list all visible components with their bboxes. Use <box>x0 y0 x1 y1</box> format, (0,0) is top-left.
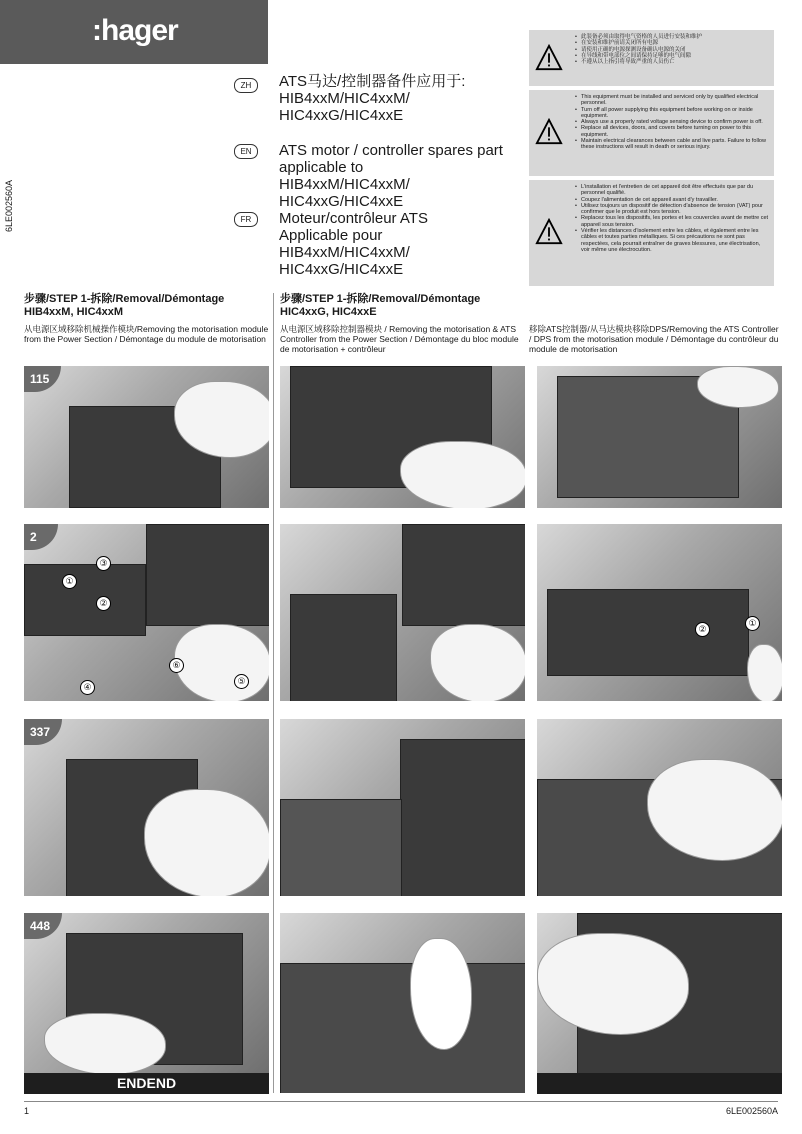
photo-row1-col3 <box>537 366 782 508</box>
step-number-2: ② <box>96 596 111 611</box>
step-tag: 2 <box>24 524 58 550</box>
step-number-1: ① <box>62 574 77 589</box>
lang-badge-fr: FR <box>234 212 258 227</box>
warning-list-fr: • L'installation et l'entretien de cet appareil doit être effectués que par du personnel qualifié. • Coupez l'alimentation de cet appareil avant d'y travailler. • Utilisez toujours un dispositif de détection d'absence de tension (VAT) pour confirmer que le produit est hors tension. • Replacez tous les dispositifs, les portes et les couvercles avant de mettre cet appareil sous tension. • Vérifier les distances d'isolement entre les câbles, et également entre les câbles et toutes parties métalliques. Si ces précautions ne sont pas respectées, cela pourrait entraîner de graves blessures, une électrisation, voir même une électrocution. <box>575 184 770 253</box>
step-tag: 337 <box>24 719 62 745</box>
side-document-code: 6LE002560A <box>4 179 14 232</box>
warning-box-fr <box>529 180 774 286</box>
photo-row4-col3 <box>537 913 782 1073</box>
warning-triangle-icon <box>535 118 563 146</box>
step-number-5: ⑤ <box>234 674 249 689</box>
warning-list-en: • This equipment must be installed and serviced only by qualified electrical personnel. • Turn off all power supplying this equipment before working on or inside equipment. • Always use a properly rated voltage sensing device to confirm power is off. • Replace all devices, doors, and covers before turning on power to this equipment. • Maintain electrical clearances between cable and live parts. Failure to follow these instructions will result in death or serious injury. <box>575 94 770 151</box>
photo-row2-col3 <box>537 524 782 701</box>
title-fr: Moteur/contrôleur ATS Applicable pour HIB4xxM/HIC4xxM/ HIC4xxG/HIC4xxE <box>279 210 428 278</box>
title-en: ATS motor / controller spares part applicable to HIB4xxM/HIC4xxM/ HIC4xxG/HIC4xxE <box>279 142 503 210</box>
warning-triangle-icon <box>535 218 563 246</box>
lang-badge-en: EN <box>234 144 258 159</box>
warning-box-zh <box>529 30 774 86</box>
step-number-3: ③ <box>96 556 111 571</box>
step-number-1: ① <box>745 616 760 631</box>
photo-row3-col2 <box>280 719 525 896</box>
step-number-6: ⑥ <box>169 658 184 673</box>
column-2-heading: 步骤/STEP 1-拆除/Removal/Démontage HIC4xxG, HIC4xxE <box>280 293 481 318</box>
end-bar: ENDEND <box>24 1073 269 1094</box>
column-1-description: 从电源区域移除机械操作模块/Removing the motorisation module from the Power Section / Démontage du module de motorisation <box>24 324 269 344</box>
logo-block <box>0 0 268 64</box>
photo-row4-col1 <box>24 913 269 1073</box>
photo-row3-col3 <box>537 719 782 896</box>
photo-row1-col2 <box>280 366 525 508</box>
photo-row1-col1 <box>24 366 269 508</box>
column-3-description: 移除ATS控制器/从马达模块移除DPS/Removing the ATS Controller / DPS from the motorisation module / Démontage du contrôleur du module de motorisation <box>529 324 779 354</box>
footer-rule <box>24 1101 778 1102</box>
warning-list-zh: • 此装备必须由取得电气资格的人员进行安装和维护 • 在安装和维护前请关闭所有电源 • 请使用正确的电源探测设备确认电源的关闭 • 在导线和带电部位之间请保持足够的电气间隙 • 不遵从以上指引将导致严重的人员伤亡 <box>575 34 770 65</box>
step-number-4: ④ <box>80 680 95 695</box>
title-zh: ATS马达/控制器备件应用于: HIB4xxM/HIC4xxM/ HIC4xxG/HIC4xxE <box>279 73 466 124</box>
photo-row2-col2 <box>280 524 525 701</box>
footer-doc-code: 6LE002560A <box>725 1106 778 1116</box>
end-bar-right <box>537 1073 782 1094</box>
warning-box-en <box>529 90 774 176</box>
step-tag: 115 <box>24 366 61 392</box>
photo-row3-col1 <box>24 719 269 896</box>
warning-triangle-icon <box>535 44 563 72</box>
column-2-description: 从电源区域移除控制器模块 / Removing the motorisation & ATS Controller from the Power Section / Démontage du bloc module de motorisation + contrôleur <box>280 324 519 354</box>
column-divider <box>273 293 274 1093</box>
step-tag: 448 <box>24 913 62 939</box>
lang-badge-zh: ZH <box>234 78 258 93</box>
hager-logo: :hager <box>92 14 178 47</box>
page-number: 1 <box>24 1106 30 1116</box>
step-number-2: ② <box>695 622 710 637</box>
column-1-heading: 步骤/STEP 1-拆除/Removal/Démontage HIB4xxM, HIC4xxM <box>24 293 225 318</box>
photo-row2-col1 <box>24 524 269 701</box>
photo-row4-col2 <box>280 913 525 1093</box>
